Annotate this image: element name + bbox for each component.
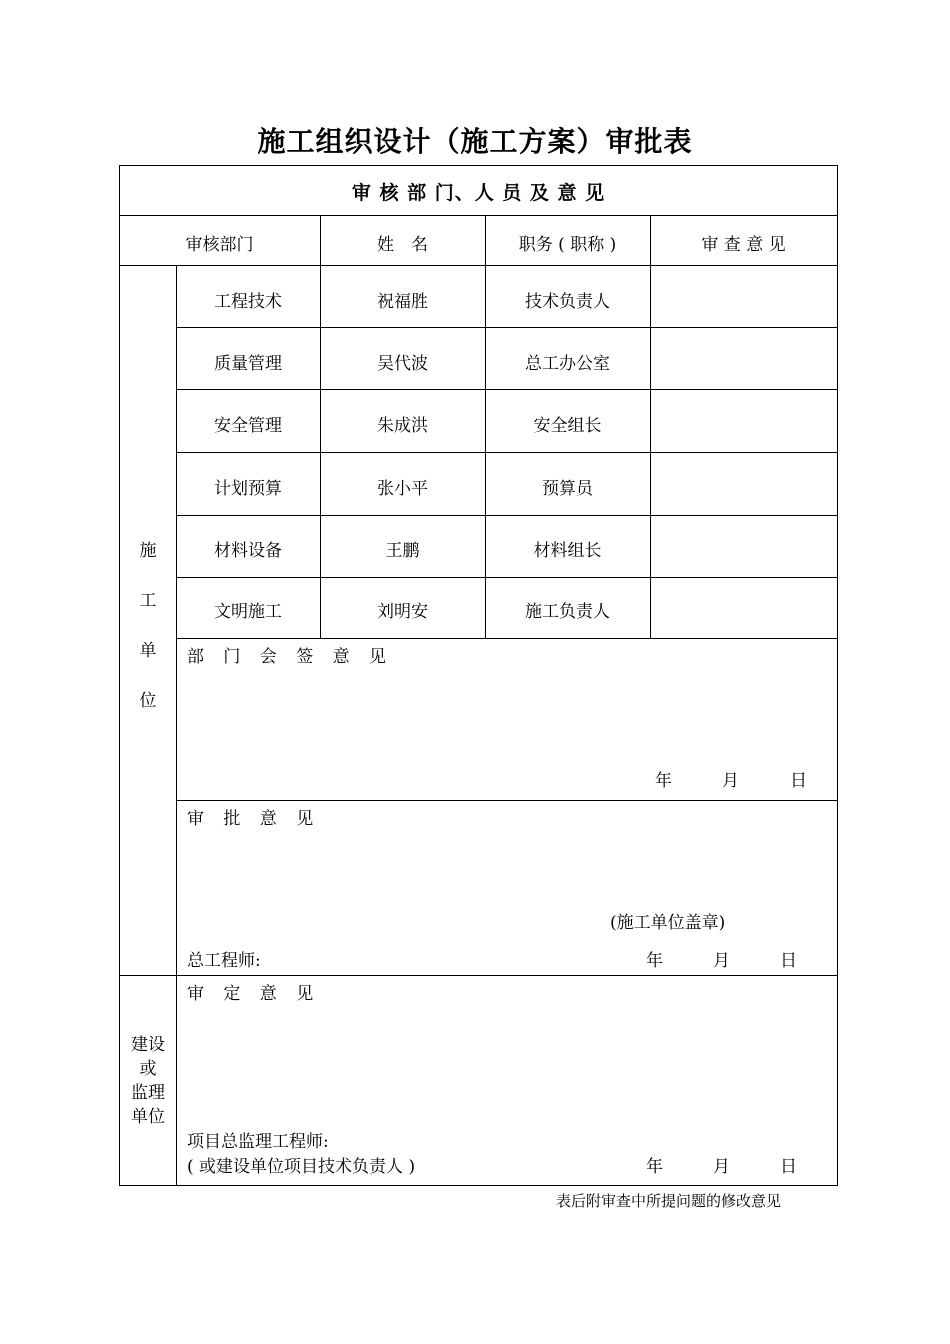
row-title: 安全组长 [533, 416, 602, 436]
row-name: 朱成洪 [377, 416, 428, 436]
label-line: 监理 [131, 1083, 165, 1103]
section-header: 审 核 部 门、人 员 及 意 见 [351, 182, 606, 204]
row-dept: 安全管理 [214, 416, 282, 436]
supervising-engineer-label: 项目总监理工程师: [187, 1132, 329, 1152]
table-line [176, 452, 838, 453]
approval-day: 日 [780, 951, 797, 971]
label-char: 位 [139, 691, 157, 711]
construction-unit-label [138, 536, 158, 736]
row-name: 王鹏 [385, 541, 420, 561]
row-name: 祝福胜 [377, 292, 428, 312]
row-title: 预算员 [542, 479, 593, 499]
countersign-label: 部 门 会 签 意 见 [187, 647, 387, 667]
row-dept: 文明施工 [214, 602, 282, 622]
table-line [176, 638, 838, 639]
column-header-name: 姓 名 [377, 235, 428, 255]
row-dept: 计划预算 [214, 479, 282, 499]
label-char: 工 [139, 591, 157, 611]
form-title: 施工组织设计（施工方案）审批表 [257, 125, 693, 158]
row-title: 材料组长 [533, 541, 602, 561]
supervision-day: 日 [780, 1157, 797, 1177]
row-title: 总工办公室 [525, 354, 610, 374]
footer-note: 表后附审查中所提问题的修改意见 [556, 1192, 782, 1210]
table-border-right [837, 165, 838, 1186]
label-line: 建设 [131, 1035, 165, 1055]
supervision-year: 年 [646, 1157, 663, 1177]
row-name: 刘明安 [377, 602, 428, 622]
table-line [176, 327, 838, 328]
label-line: 单位 [131, 1107, 165, 1127]
label-char: 施 [139, 541, 157, 561]
row-name: 吴代波 [377, 354, 428, 374]
row-name: 张小平 [377, 479, 428, 499]
table-line [119, 975, 838, 976]
table-border-bottom [119, 1185, 838, 1186]
table-border-top [119, 165, 838, 166]
column-header-dept: 审核部门 [185, 235, 254, 255]
countersign-month: 月 [722, 771, 739, 791]
table-line [176, 577, 838, 578]
row-title: 技术负责人 [525, 292, 610, 312]
row-dept: 质量管理 [214, 354, 282, 374]
supervision-month: 月 [713, 1157, 730, 1177]
table-line [119, 265, 838, 266]
countersign-day: 日 [790, 771, 807, 791]
seal-note: (施工单位盖章) [610, 913, 726, 933]
table-line [176, 389, 838, 390]
review-label: 审 定 意 见 [187, 984, 314, 1004]
column-header-opinion: 审 查 意 见 [701, 235, 786, 255]
countersign-year: 年 [655, 771, 672, 791]
column-header-title: 职务 ( 职称 ) [518, 235, 617, 255]
table-line [176, 515, 838, 516]
supervising-engineer-alt: ( 或建设单位项目技术负责人 ) [187, 1157, 416, 1177]
row-dept: 材料设备 [214, 541, 282, 561]
label-char: 单 [139, 641, 157, 661]
table-line [176, 800, 838, 801]
row-title: 施工负责人 [525, 602, 610, 622]
approval-label: 审 批 意 见 [187, 809, 314, 829]
approval-month: 月 [713, 951, 730, 971]
row-dept: 工程技术 [214, 292, 282, 312]
approval-year: 年 [646, 951, 663, 971]
label-line: 或 [139, 1059, 157, 1079]
supervision-unit-label [118, 1033, 178, 1129]
chief-engineer-label: 总工程师: [187, 951, 261, 971]
table-line [119, 215, 838, 216]
